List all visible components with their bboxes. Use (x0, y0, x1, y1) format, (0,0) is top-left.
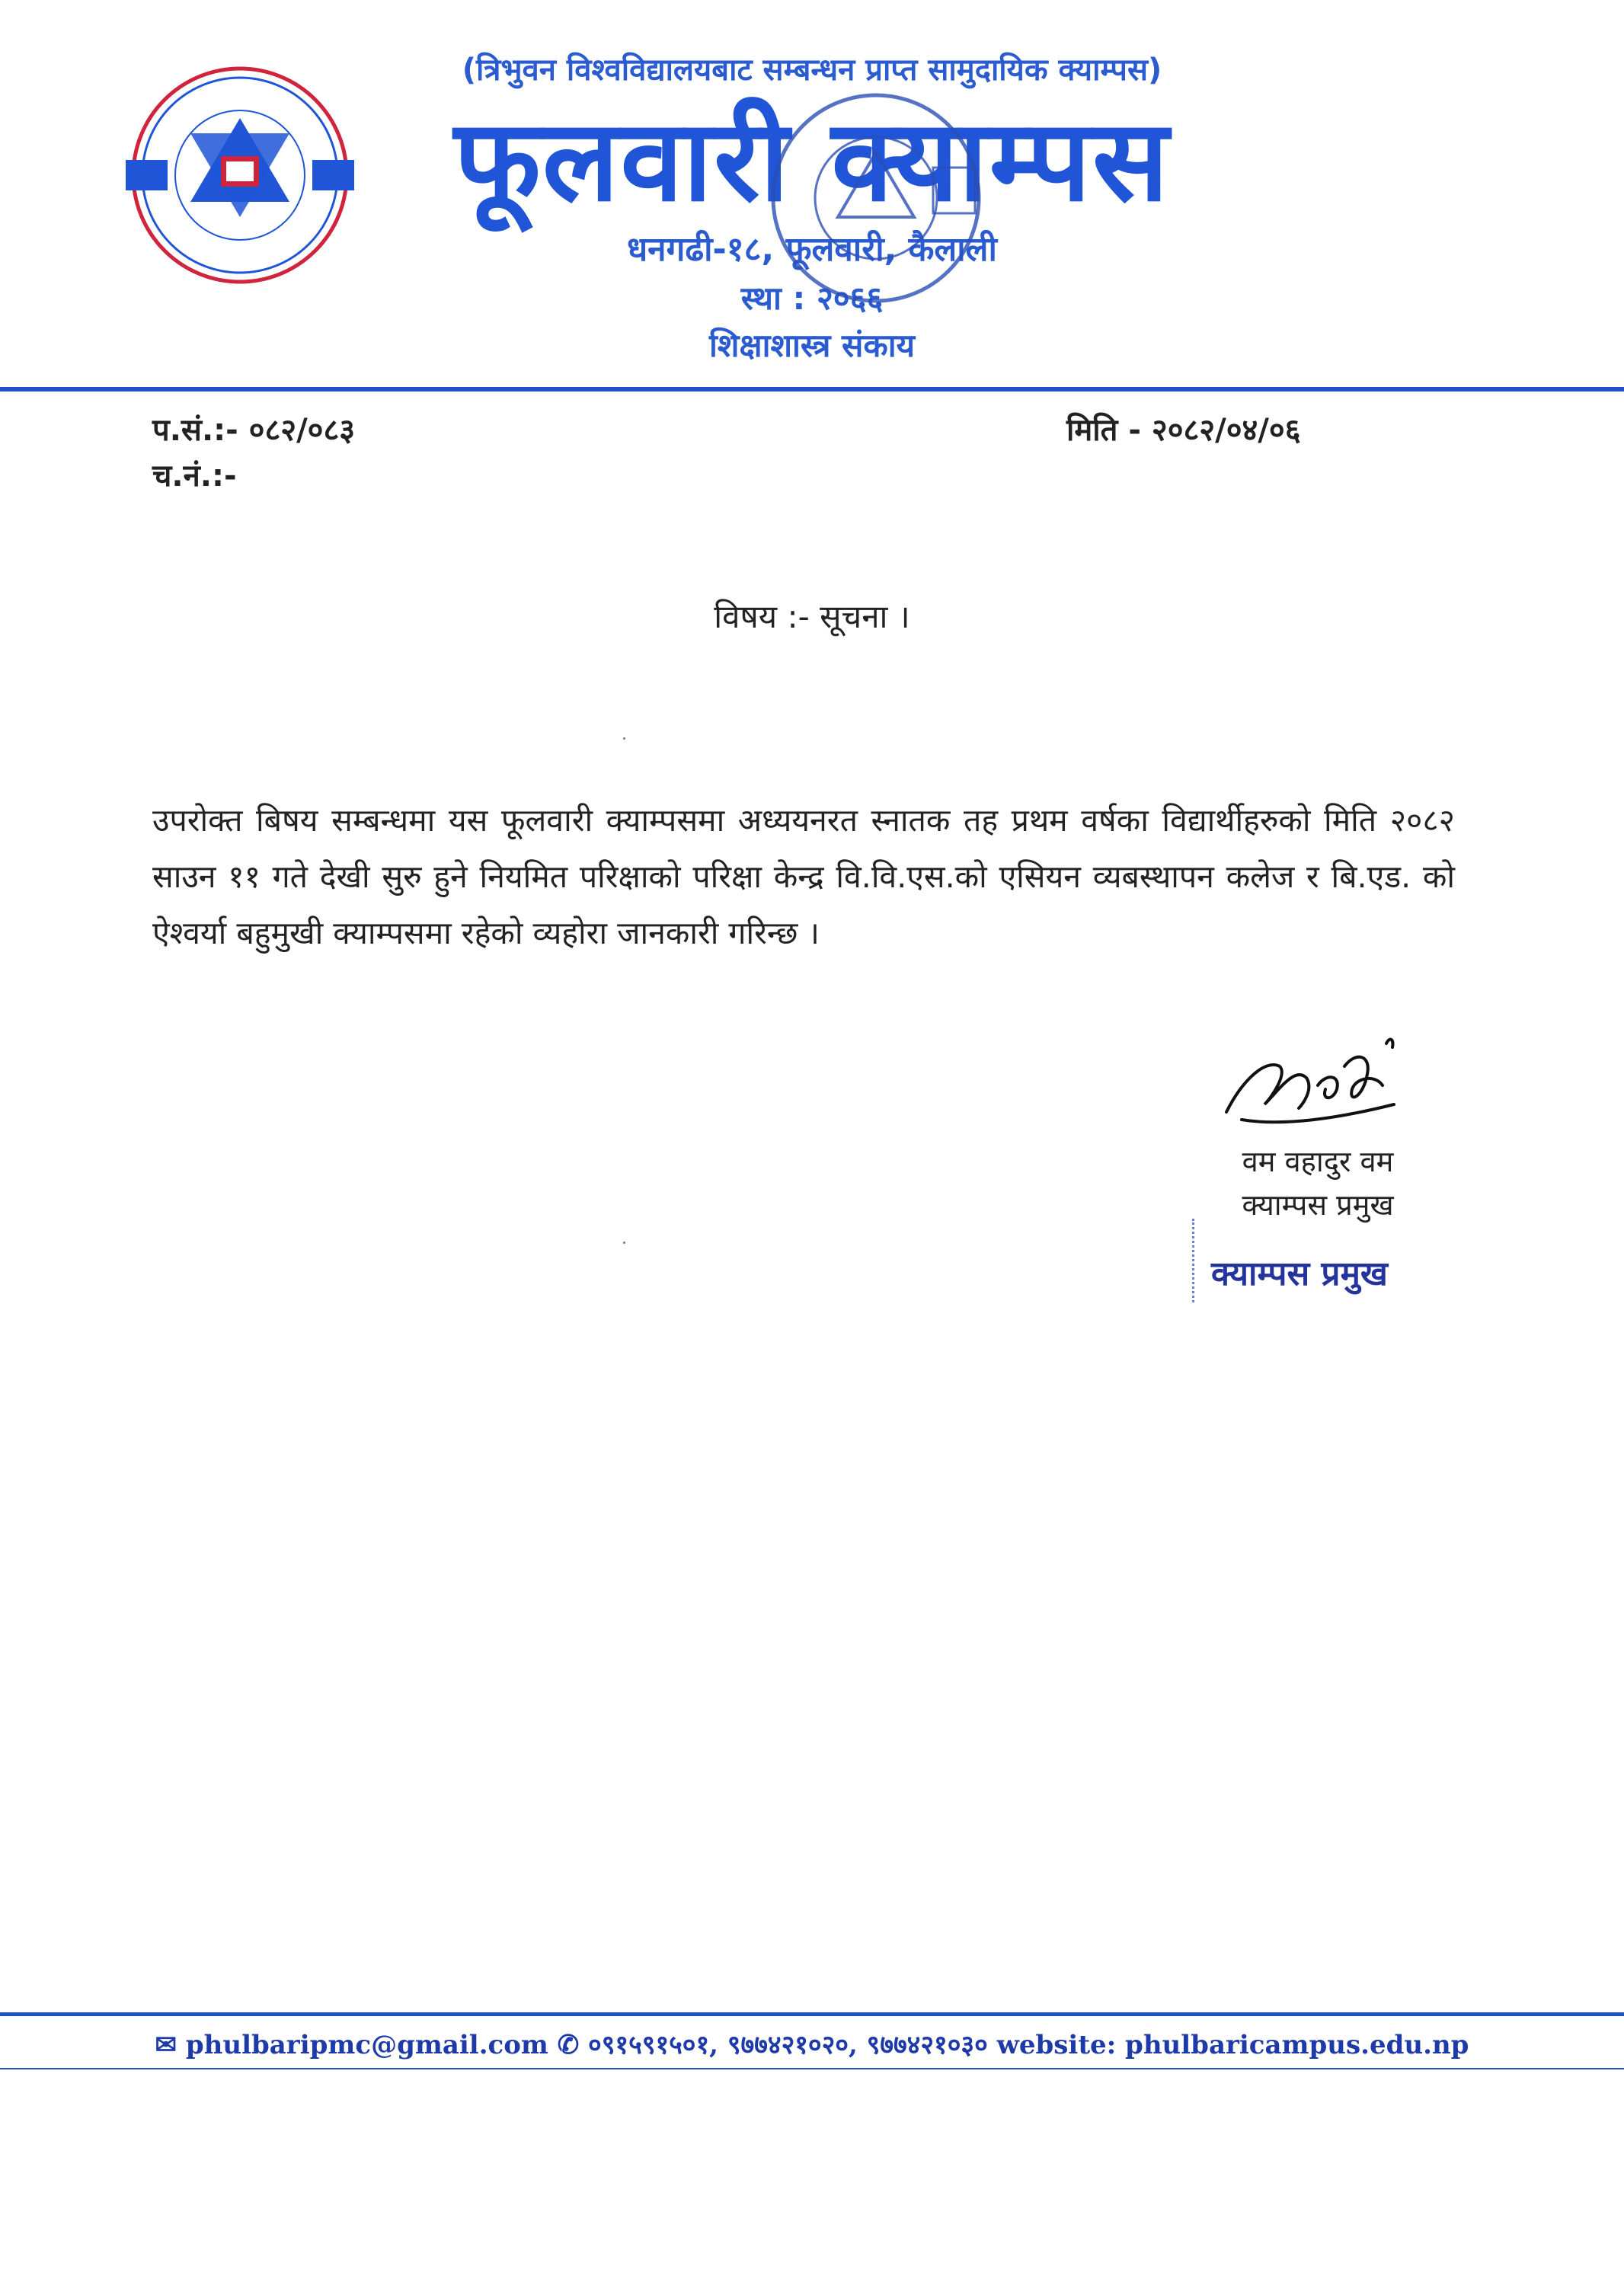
handwritten-signature (1211, 1013, 1440, 1142)
faculty-name: शिक्षाशास्त्र संकाय (709, 327, 915, 364)
footer-contact: ✉ phulbaripmc@gmail.com ✆ ०९१५९१५०१, ९७७४२१०२०, ९७७४२१०३० website: phulbaricampus.edu.np (155, 2030, 1469, 2060)
footer-divider (0, 2012, 1624, 2016)
footer-divider-bottom (0, 2068, 1624, 2069)
scan-dot (623, 1242, 625, 1244)
reference-number: प.सं.:- ०८२/०८३ (152, 413, 356, 448)
header-divider (0, 387, 1624, 391)
affiliation-text: (त्रिभुवन विश्वविद्यालयबाट सम्बन्धन प्राप्त सामुदायिक क्याम्पस) (462, 53, 1162, 88)
dispatch-number: च.नं.:- (152, 459, 237, 494)
title-stamp: क्याम्पस प्रमुख (1211, 1254, 1388, 1293)
established-year: स्था : २०६६ (740, 280, 884, 317)
signer-name: वम वहादुर वम (1242, 1145, 1394, 1178)
official-stamp (762, 84, 990, 312)
letter-body: उपरोक्त बिषय सम्बन्धमा यस फूलवारी क्याम्पसमा अध्ययनरत स्नातक तह प्रथम वर्षका विद्यार्थीहरुको मिति २०८२ साउन ११ गते देखी सुरु हुने नियमित परिक्षाको परिक्षा केन्द्र वि.वि.एस.को एसियन व्यबस्थापन कलेज र बि.एड. को ऐश्वर्या बहुमुखी क्याम्पसमा रहेको व्यहोरा जानकारी गरिन्छ । (152, 802, 1455, 951)
campus-name: फूलवारी क्याम्पस (453, 95, 1171, 226)
scan-dot (623, 737, 625, 740)
signer-title: क्याम्पस प्रमुख (1242, 1188, 1394, 1222)
letter-subject: विषय :- सूचना । (714, 598, 910, 635)
campus-address: धनगढी-१८, फूलवारी, कैलाली (627, 230, 997, 269)
letter-date: मिति - २०८२/०४/०६ (1066, 413, 1301, 448)
